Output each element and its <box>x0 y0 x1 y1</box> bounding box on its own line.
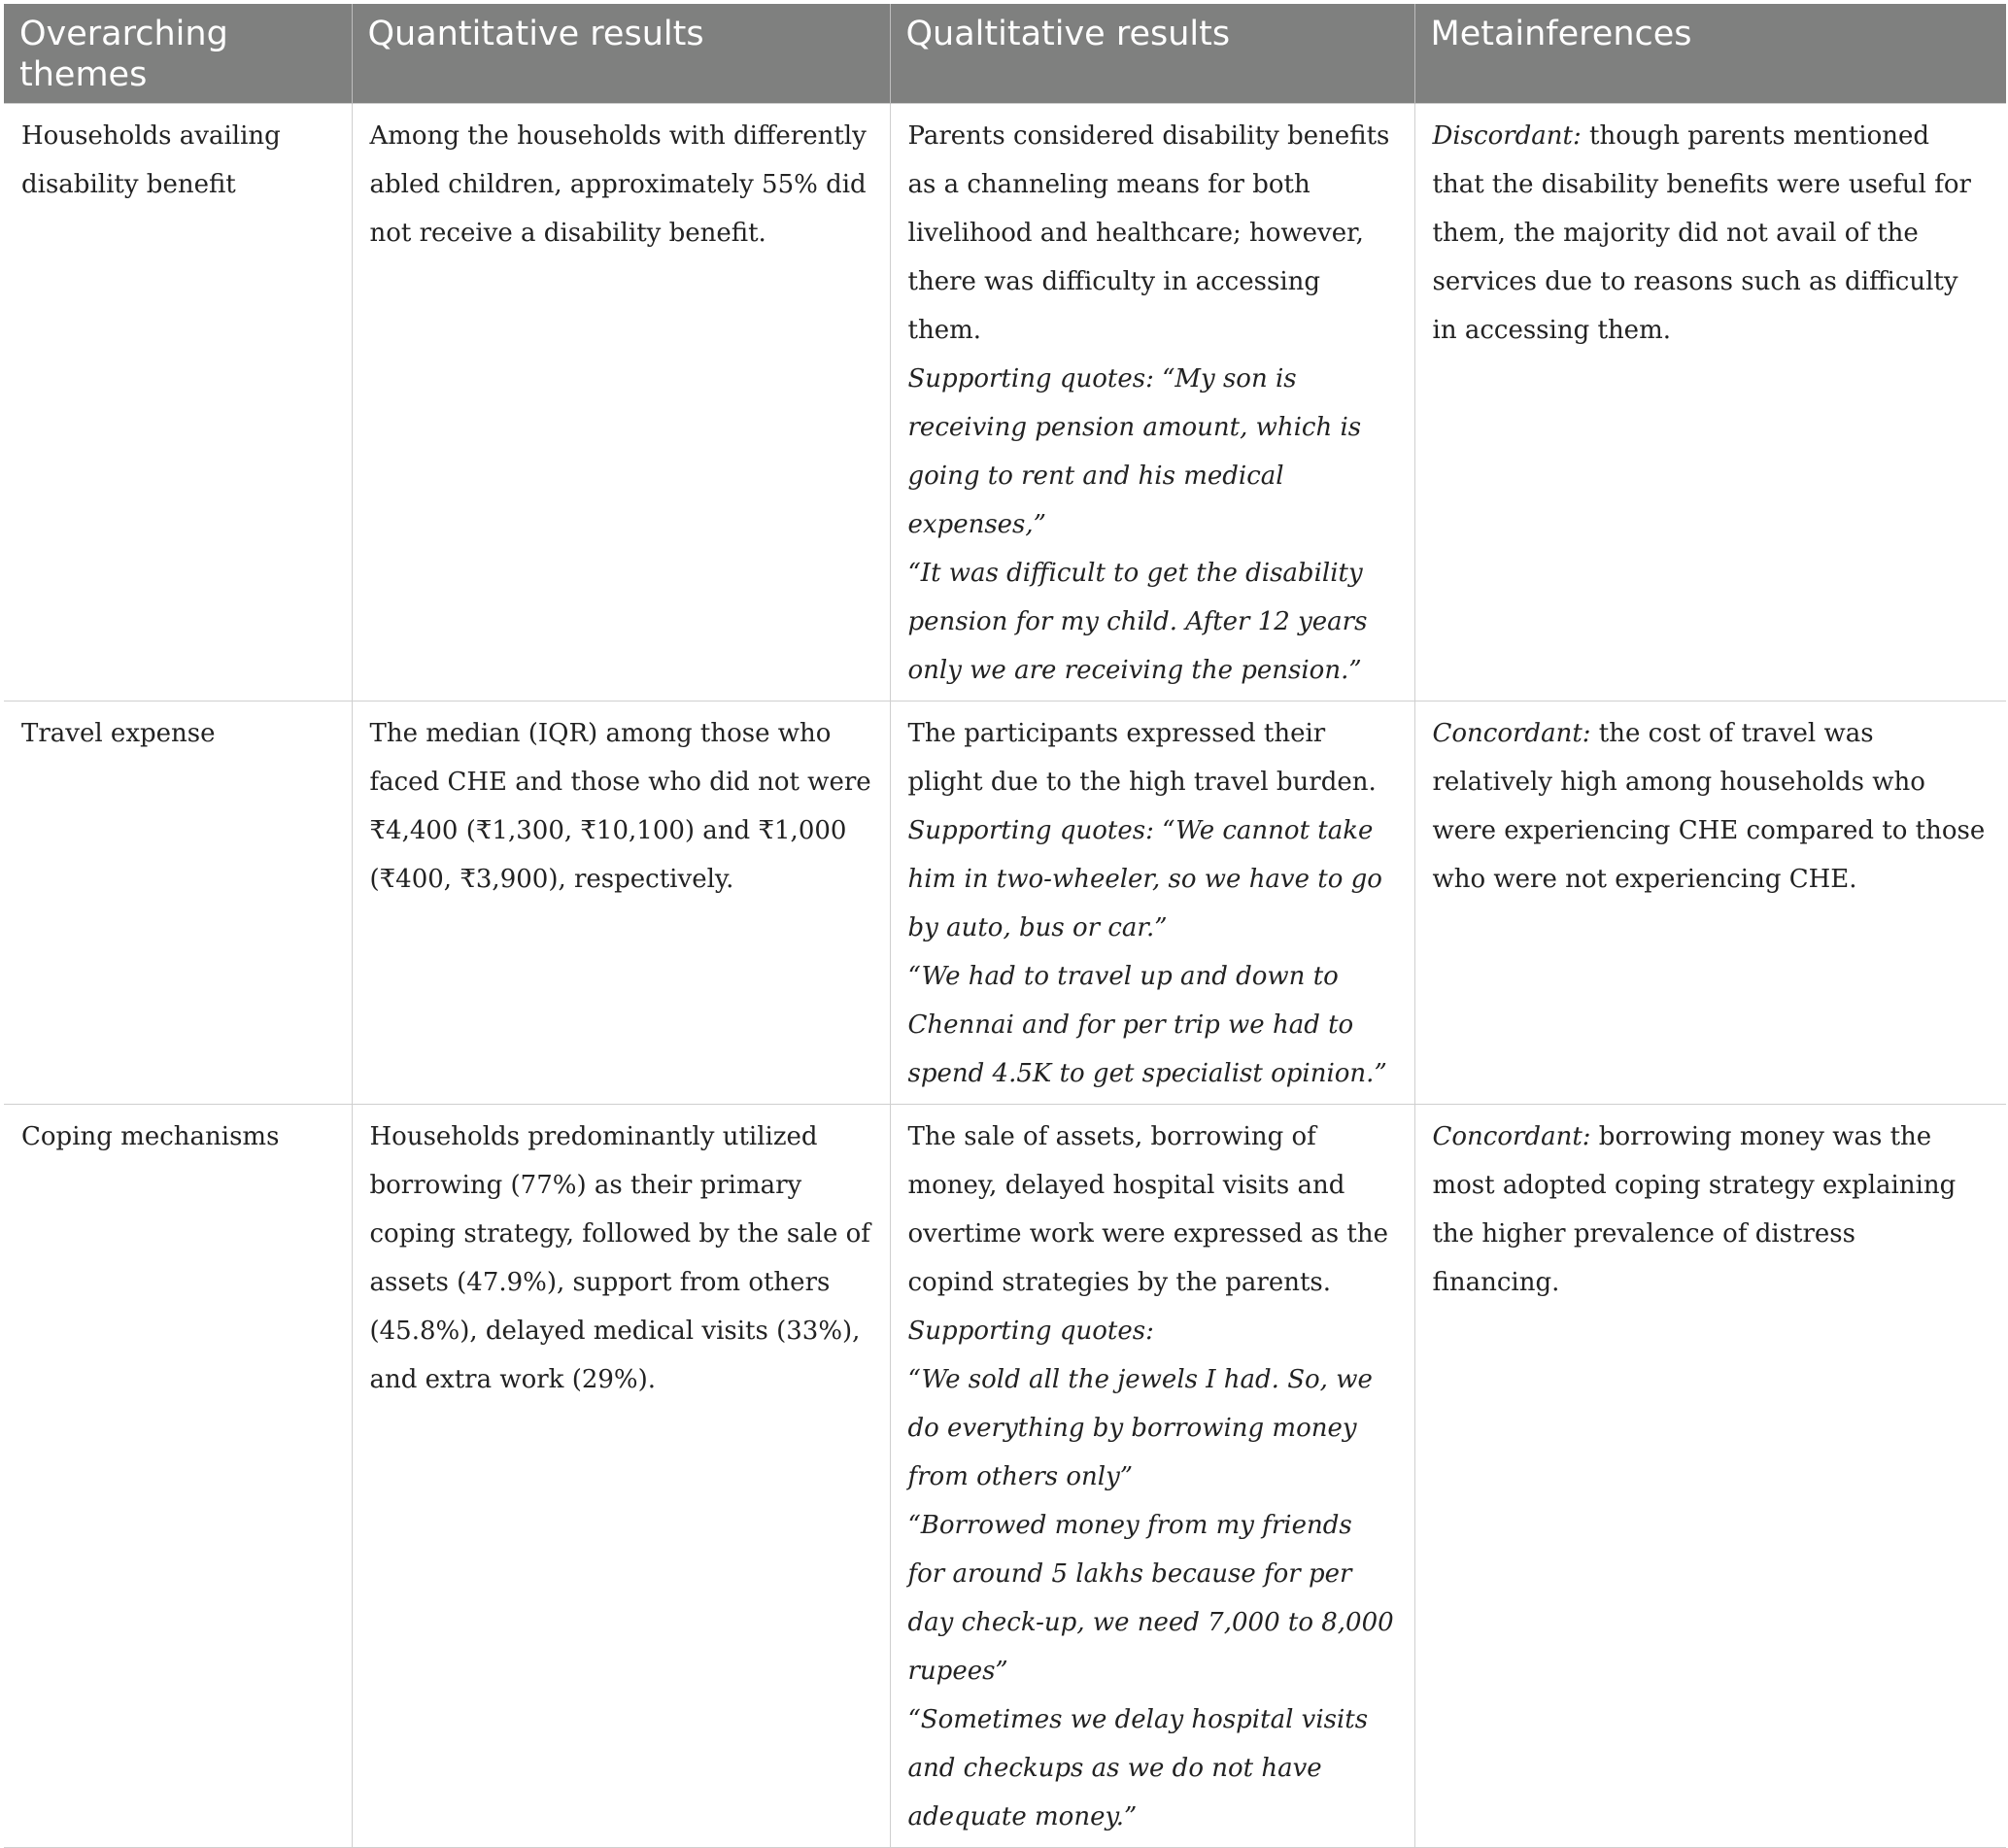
metainference-cell <box>1414 702 2006 1105</box>
supporting-quote: Supporting quotes: “My son is receiving pension amount, which is going to rent and his medical expenses,” <box>907 364 1362 539</box>
header-row <box>4 4 2006 104</box>
qualitative-text: The sale of assets, borrowing of money, delayed hospital visits and overtime work were expressed as the copind strategies by the parents. <box>907 1122 1388 1297</box>
header-themes: Overarching themes <box>4 4 352 104</box>
supporting-quote: Supporting quotes: <box>907 1317 1154 1346</box>
supporting-quote: “We had to travel up and down to Chennai and for per trip we had to spend 4.5K to get specialist opinion.” <box>907 962 1387 1088</box>
metainference-label: Concordant: <box>1432 1122 1591 1151</box>
table-row <box>4 1105 2006 1848</box>
metainference-text: the cost of travel was relatively high among households who were experiencing CHE compared to those who were not experiencing CHE. <box>1432 719 1986 894</box>
quantitative-cell: Among the households with differently abled children, approximately 55% did not receive a disability benefit. <box>352 104 890 702</box>
supporting-quote: “Sometimes we delay hospital visits and checkups as we do not have adequate money.” <box>907 1705 1369 1831</box>
qualitative-cell <box>890 702 1414 1105</box>
metainference-text: borrowing money was the most adopted coping strategy explaining the higher prevalence of distress financing. <box>1432 1122 1957 1297</box>
qualitative-text: Parents considered disability benefits as a channeling means for both livelihood and healthcare; however, there was difficulty in accessing them. <box>907 121 1390 345</box>
metainference-text: though parents mentioned that the disability benefits were useful for them, the majority did not avail of the services due to reasons such as difficulty in accessing them. <box>1432 121 1971 345</box>
metainference-cell <box>1414 104 2006 702</box>
header-quantitative: Quantitative results <box>352 4 890 104</box>
qualitative-text: The participants expressed their plight due to the high travel burden. <box>907 719 1377 797</box>
header-qualitative: Qualtitative results <box>890 4 1414 104</box>
theme-cell: Travel expense <box>4 702 352 1105</box>
metainference-label: Discordant: <box>1432 121 1582 151</box>
theme-cell: Households availing disability benefit <box>4 104 352 702</box>
quantitative-cell: Households predominantly utilized borrowing (77%) as their primary coping strategy, followed by the sale of assets (47.9%), support from others (45.8%), delayed medical visits (33%), and extra work (29%). <box>352 1105 890 1848</box>
supporting-quote: Supporting quotes: “We cannot take him in two-wheeler, so we have to go by auto, bus or car.” <box>907 816 1382 942</box>
header-metainferences: Metainferences <box>1414 4 2006 104</box>
metainference-cell <box>1414 1105 2006 1848</box>
table-row <box>4 702 2006 1105</box>
supporting-quote: “It was difficult to get the disability pension for my child. After 12 years only we are receiving the pension.” <box>907 559 1368 685</box>
supporting-quote: “Borrowed money from my friends for around 5 lakhs because for per day check-up, we need 7,000 to 8,000 rupees” <box>907 1511 1394 1686</box>
qualitative-cell <box>890 1105 1414 1848</box>
results-table <box>4 4 2006 1848</box>
supporting-quote: “We sold all the jewels I had. So, we do everything by borrowing money from others only” <box>907 1365 1373 1491</box>
quantitative-cell: The median (IQR) among those who faced CHE and those who did not were ₹4,400 (₹1,300, ₹10,100) and ₹1,000 (₹400, ₹3,900), respectively. <box>352 702 890 1105</box>
metainference-label: Concordant: <box>1432 719 1591 748</box>
table-row <box>4 104 2006 702</box>
qualitative-cell <box>890 104 1414 702</box>
theme-cell: Coping mechanisms <box>4 1105 352 1848</box>
results-table-container <box>4 4 2006 1848</box>
